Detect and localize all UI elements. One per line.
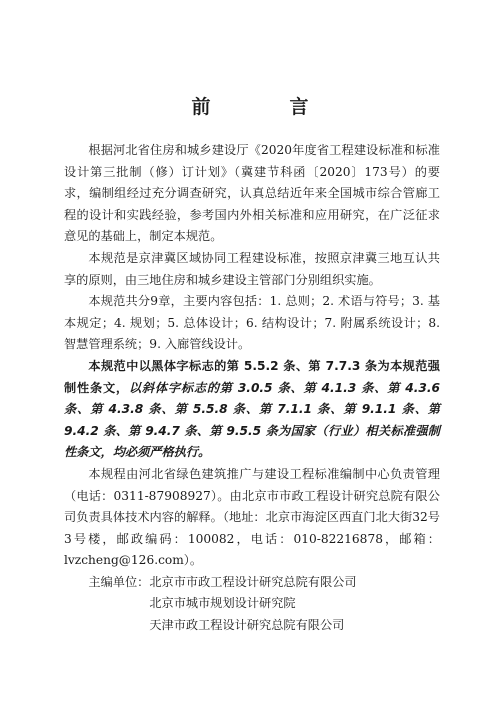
paragraph-basis: 根据河北省住房和城乡建设厅《2020年度省工程建设标准和标准设计第三批制（修）订计划》（冀建节科函〔2020〕173号）的要求，编制组经过充分调查研究，认真总结近年来全国城市综合管廊工程的设计和实践经验，参考国内外相关标准和应用研究，在广泛征求意见的基础上，制定本规范。 bbox=[64, 143, 440, 244]
editor-unit: 天津市政工程设计研究总院有限公司 bbox=[149, 618, 345, 633]
mandatory-clauses-text: 本规范中以黑体字标志的第 5.5.2 条、第 7.7.3 条为本规范强制性条文， bbox=[64, 358, 440, 395]
page-title: 前 言 bbox=[191, 96, 339, 118]
paragraph-management: 本规程由河北省绿色建筑推广与建设工程标准编制中心负责管理（电话：0311-87908927）。由北京市市政工程设计研究总院有限公司负责具体技术内容的解释。（地址：北京市海淀区西直门北大街32号3号楼，邮政编码：100082，电话：010-82216878，邮箱：lvzcheng@126.com）。 bbox=[64, 466, 440, 568]
editor-unit: 北京市市政工程设计研究总院有限公司 bbox=[149, 574, 357, 589]
mandatory-italic-clauses-text: 以斜体字标志的第 3.0.5 条、第 4.1.3 条、第 4.3.6 条、第 4.3.8 条、第 5.5.8 条、第 7.1.1 条、第 9.1.1 条、第 9.4.2 条、第 9.4.7 条、第 9.5.5 条为国家（行业）相关标准强制性条文，均必须严格执行。 bbox=[64, 380, 440, 460]
paragraph-scope: 本规范是京津冀区域协同工程建设标准，按照京津冀三地互认共享的原则，由三地住房和城乡建设主管部门分别组织实施。 bbox=[64, 250, 440, 287]
paragraph-mandatory bbox=[64, 356, 440, 464]
paragraph-contents: 本规范共分9章，主要内容包括：1. 总则；2. 术语与符号；3. 基本规定；4. 规划；5. 总体设计；6. 结构设计；7. 附属系统设计；8. 智慧管理系统；9. 入廊管线设计。 bbox=[64, 294, 440, 352]
editor-units bbox=[64, 572, 440, 637]
editor-units-list bbox=[149, 572, 356, 637]
editor-unit: 北京市城市规划设计研究院 bbox=[149, 596, 296, 611]
editor-units-label: 主编单位： bbox=[88, 574, 150, 589]
preface-body bbox=[64, 140, 440, 637]
